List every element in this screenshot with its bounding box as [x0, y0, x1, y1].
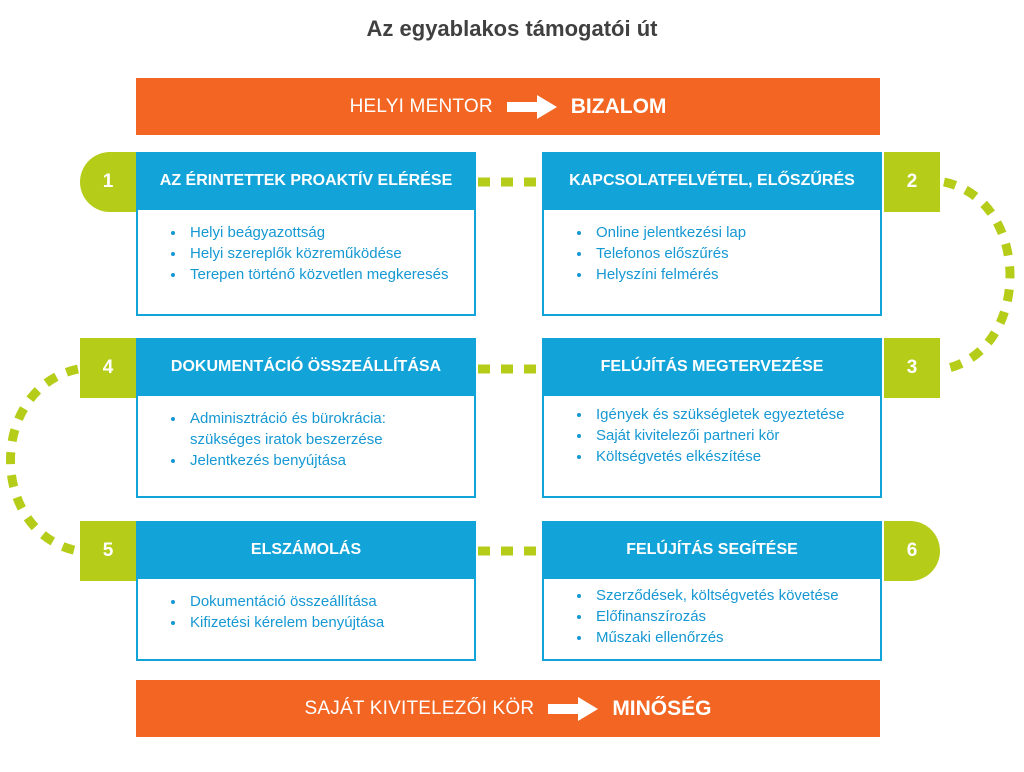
step-2-title: KAPCSOLATFELVÉTEL, ELŐSZŰRÉS	[542, 152, 882, 210]
step-1-card	[136, 152, 476, 316]
step-3-body	[542, 396, 882, 498]
step-3-card	[542, 338, 882, 498]
list-item: • Műszaki ellenőrzés	[592, 627, 864, 648]
list-item: • Dokumentáció összeállítása	[186, 591, 458, 612]
step-2-body	[542, 210, 882, 316]
connector-2-3	[944, 182, 1010, 369]
list-item: • Saját kivitelezői partneri kör	[592, 425, 864, 446]
step-5-title: ELSZÁMOLÁS	[136, 521, 476, 579]
step-1-body	[136, 210, 476, 316]
list-item: • Kifizetési kérelem benyújtása	[186, 612, 458, 633]
step-5-card	[136, 521, 476, 661]
step-2-card	[542, 152, 882, 316]
step-2-badge: 2	[884, 152, 940, 212]
step-3-title: FELÚJÍTÁS MEGTERVEZÉSE	[542, 338, 882, 396]
bottom-banner-result: MINŐSÉG	[612, 696, 712, 720]
step-1-badge: 1	[80, 152, 136, 212]
connector-4-5	[11, 369, 79, 551]
top-banner	[136, 78, 880, 135]
step-1-list	[164, 222, 458, 285]
list-item: • Jelentkezés benyújtása	[186, 450, 458, 471]
bottom-banner	[136, 680, 880, 737]
step-6-badge: 6	[884, 521, 940, 581]
step-5-badge: 5	[80, 521, 136, 581]
step-6-body	[542, 579, 882, 661]
step-1-title: AZ ÉRINTETTEK PROAKTÍV ELÉRÉSE	[136, 152, 476, 210]
step-4-list	[164, 408, 458, 471]
step-6-card	[542, 521, 882, 661]
step-4-card	[136, 338, 476, 498]
bottom-banner-label: SAJÁT KIVITELEZŐI KÖR	[304, 697, 535, 719]
list-item: • Helyi szereplők közreműködése	[186, 243, 458, 264]
step-3-list	[570, 404, 864, 467]
page-title: Az egyablakos támogatói út	[366, 16, 658, 41]
step-4-body	[136, 396, 476, 498]
list-item: • Helyi beágyazottság	[186, 222, 458, 243]
step-2-list	[570, 222, 864, 285]
right-arrow-icon	[548, 696, 598, 722]
list-item: • Helyszíni felmérés	[592, 264, 864, 285]
list-item: • Terepen történő közvetlen megkeresés	[186, 264, 458, 285]
top-banner-label: HELYI MENTOR	[349, 95, 493, 117]
list-item: • Igények és szükségletek egyeztetése	[592, 404, 864, 425]
step-6-list	[570, 585, 864, 648]
step-4-badge: 4	[80, 338, 136, 398]
list-item: • Költségvetés elkészítése	[592, 446, 864, 467]
top-banner-result: BIZALOM	[570, 94, 667, 118]
step-4-title: DOKUMENTÁCIÓ ÖSSZEÁLLÍTÁSA	[136, 338, 476, 396]
list-item: • Adminisztráció és bürokrácia: szükséges iratok beszerzése	[186, 408, 458, 450]
right-arrow-icon	[507, 94, 557, 120]
step-5-body	[136, 579, 476, 661]
step-6-title: FELÚJÍTÁS SEGÍTÉSE	[542, 521, 882, 579]
list-item: • Előfinanszírozás	[592, 606, 864, 627]
list-item: • Telefonos előszűrés	[592, 243, 864, 264]
step-3-badge: 3	[884, 338, 940, 398]
list-item: • Szerződések, költségvetés követése	[592, 585, 864, 606]
list-item: • Online jelentkezési lap	[592, 222, 864, 243]
step-5-list	[164, 591, 458, 633]
